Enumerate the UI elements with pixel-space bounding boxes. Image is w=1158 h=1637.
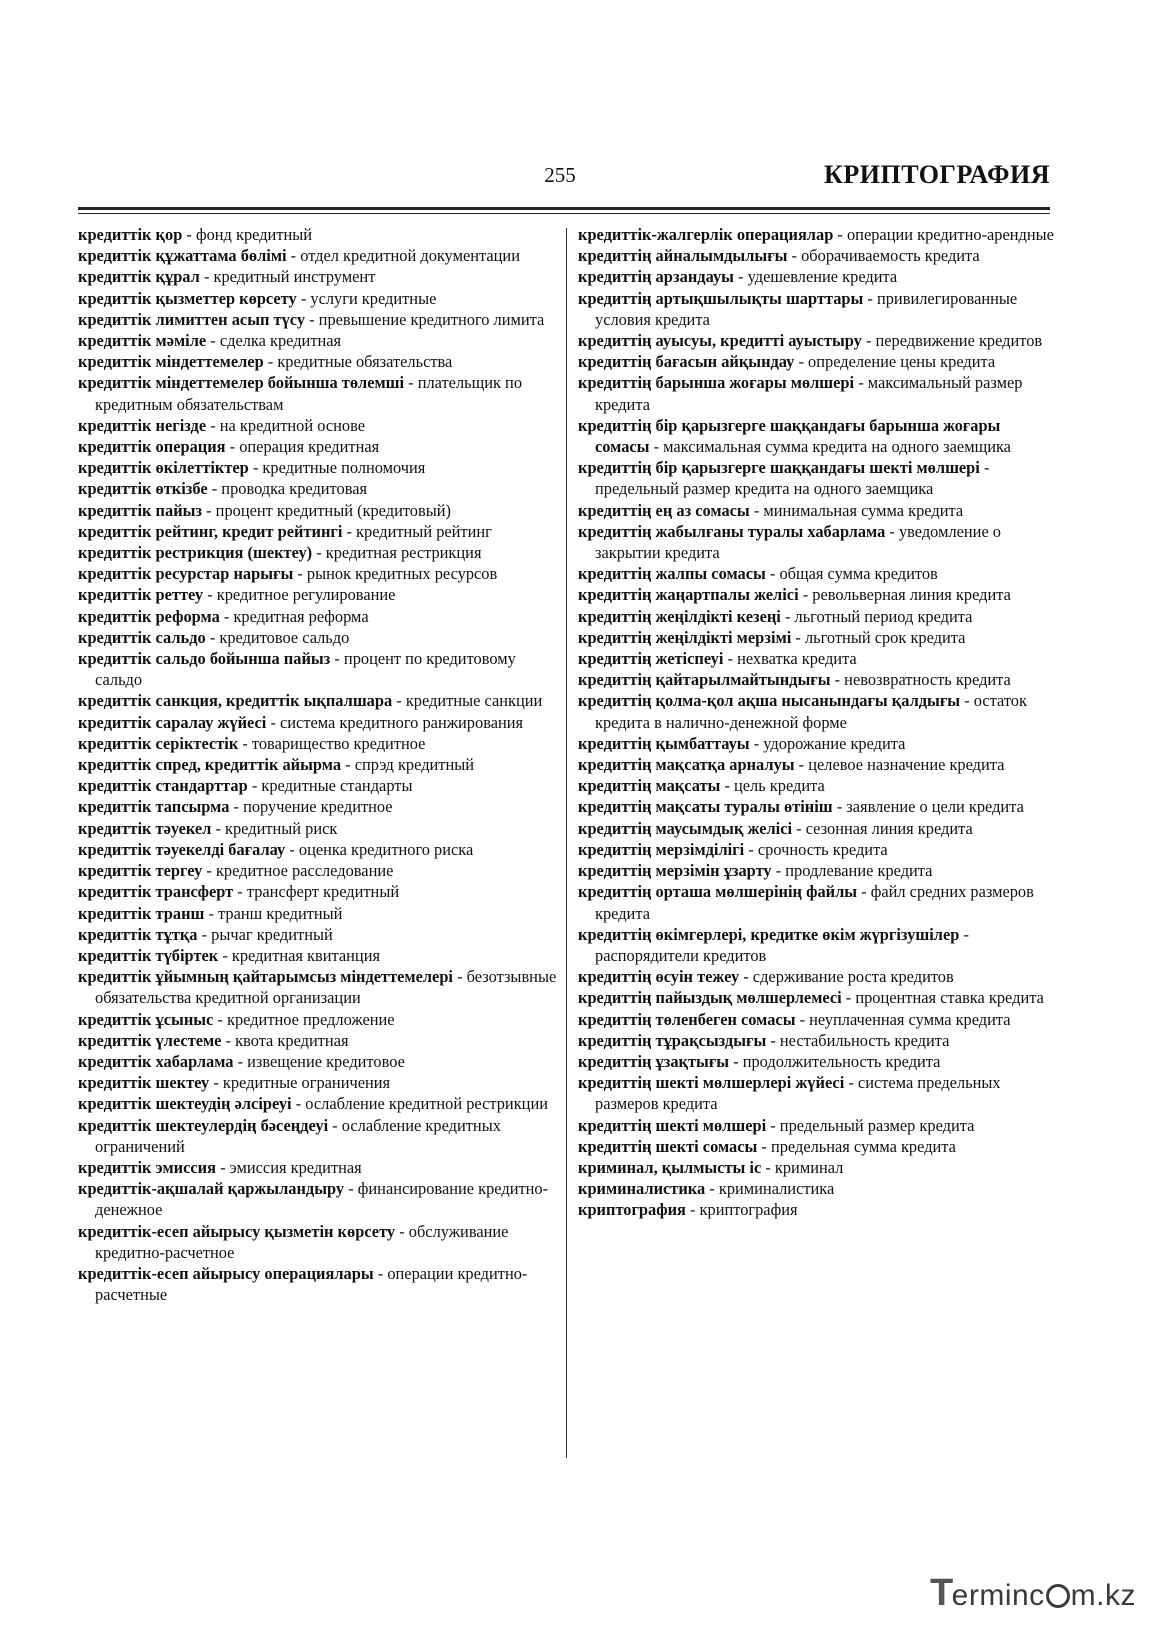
entry-definition: - кредитные стандарты <box>247 776 413 796</box>
entry-term: кредиттік тергеу <box>78 861 203 881</box>
entry-definition: - удешевление кредита <box>733 267 898 287</box>
entry-term: кредиттік стандарттар <box>78 776 248 796</box>
entry-term: кредиттің ұзақтығы <box>578 1051 730 1071</box>
entry-definition: - невозвратность кредита <box>830 670 1011 690</box>
entry-term: кредиттік реттеу <box>78 585 204 605</box>
entry-definition: - сдерживание роста кредитов <box>739 967 954 987</box>
dictionary-entry <box>78 584 558 605</box>
dictionary-entry <box>78 309 558 330</box>
entry-term: кредиттің орташа мөлшерінің файлы <box>578 882 858 902</box>
dictionary-entry <box>578 266 1056 287</box>
column-divider <box>566 228 567 1458</box>
entry-term: кредиттің маусымдық желісі <box>578 818 793 838</box>
entry-definition: - определение цены кредита <box>794 352 996 372</box>
entry-term: кредиттің жалпы сомасы <box>578 564 766 584</box>
entry-definition: - нехватка кредита <box>723 649 857 669</box>
dictionary-entry <box>578 351 1056 372</box>
dictionary-entry <box>78 818 558 839</box>
entry-term: кредиттің мақсаты <box>578 776 721 796</box>
globe-icon <box>1046 1584 1070 1608</box>
entry-term: кредиттік ресурстар нарығы <box>78 564 294 584</box>
entry-term: кредиттік шектеудің әлсіреуі <box>78 1094 292 1114</box>
header-rule-thin <box>78 213 1050 214</box>
entry-term: кредиттік қызметтер көрсету <box>78 288 297 308</box>
entry-definition: - квота кредитная <box>221 1030 349 1050</box>
entry-definition: - кредитные ограничения <box>209 1073 391 1093</box>
entry-term: кредиттік санкция, кредиттік ықпалшара <box>78 691 393 711</box>
entry-definition: - предельный размер кредита на одного заемщика <box>595 458 990 499</box>
entry-term: кредиттік ұсыныс <box>78 1009 214 1029</box>
entry-term: кредиттік тәуекел <box>78 818 212 838</box>
entry-definition: - безотзывные обязательства кредитной организации <box>95 967 557 1008</box>
entry-definition: - ослабление кредитных ограничений <box>95 1115 501 1156</box>
entry-term: кредиттік құжаттама бөлімі <box>78 246 287 266</box>
dictionary-entry <box>578 1115 1056 1136</box>
dictionary-entry <box>578 839 1056 860</box>
entry-definition: - трансферт кредитный <box>233 882 400 902</box>
entry-term: кредиттік қор <box>78 225 183 244</box>
dictionary-entry <box>78 690 558 711</box>
entry-definition: - кредитная квитанция <box>218 945 381 965</box>
entry-term: кредиттік мәміле <box>78 331 207 351</box>
dictionary-entry <box>578 648 1056 669</box>
entry-term: кредиттік негізде <box>78 415 207 435</box>
entry-definition: - криптография <box>685 1200 798 1220</box>
entry-definition: - оценка кредитного риска <box>285 839 474 859</box>
entry-term: кредиттің жабылғаны туралы хабарлама <box>578 521 886 541</box>
entry-definition: - извещение кредитовое <box>233 1051 405 1071</box>
dictionary-entry <box>78 1157 558 1178</box>
dictionary-entry <box>578 754 1056 775</box>
entry-definition: - превышение кредитного лимита <box>305 309 545 329</box>
entry-definition: - обслуживание кредитно-расчетное <box>95 1221 509 1262</box>
entry-definition: - эмиссия кредитная <box>215 1157 362 1177</box>
entry-term: кредиттің шекті мөлшерлері жүйесі <box>578 1073 845 1093</box>
entry-term: кредиттік спред, кредиттік айырма <box>78 755 342 775</box>
entry-term: кредиттік сальдо бойынша пайыз <box>78 649 331 669</box>
dictionary-entry <box>78 542 558 563</box>
entry-term: кредиттің жеңілдікті кезеңі <box>578 606 781 626</box>
entry-term: кредиттік трансферт <box>78 882 234 902</box>
entry-term: кредиттік сальдо <box>78 627 206 647</box>
dictionary-entry <box>78 1009 558 1030</box>
dictionary-entry <box>78 712 558 733</box>
entry-definition: - максимальная сумма кредита на одного заемщика <box>649 437 1011 457</box>
dictionary-entry <box>578 1009 1056 1030</box>
dictionary-entry <box>78 796 558 817</box>
dictionary-entry <box>78 839 558 860</box>
dictionary-entry <box>78 775 558 796</box>
entry-term: кредиттің тұрақсыздығы <box>578 1030 767 1050</box>
entry-definition: - целевое назначение кредита <box>794 755 1005 775</box>
entry-definition: - кредитное расследование <box>202 861 394 881</box>
dictionary-entry <box>578 457 1056 499</box>
entry-definition: - проводка кредитовая <box>207 479 368 499</box>
right-column <box>578 224 1056 1221</box>
entry-definition: - плательщик по кредитным обязательствам <box>95 373 523 414</box>
dictionary-entry <box>578 521 1056 563</box>
dictionary-entry <box>78 351 558 372</box>
entry-term: кредиттің шекті мөлшері <box>578 1115 767 1135</box>
entry-term: кредиттің мерзімділігі <box>578 839 745 859</box>
entry-definition: - нестабильность кредита <box>766 1030 950 1050</box>
dictionary-entry <box>78 457 558 478</box>
dictionary-entry <box>578 796 1056 817</box>
entry-definition: - продолжительность кредита <box>729 1051 941 1071</box>
dictionary-entry <box>78 648 558 690</box>
dictionary-entry <box>78 1263 558 1305</box>
dictionary-entry <box>578 987 1056 1008</box>
entry-definition: - поручение кредитное <box>229 797 393 817</box>
dictionary-entry <box>78 372 558 414</box>
entry-term: кредиттік құрал <box>78 267 200 287</box>
entry-term: кредиттің жаңартпалы желісі <box>578 585 799 605</box>
entry-term: кредиттің бір қарызгерге шаққандағы барынша жоғары сомасы <box>578 415 1001 457</box>
dictionary-entry <box>578 860 1056 881</box>
entry-term: кредиттің арзандауы <box>578 267 734 287</box>
dictionary-entry <box>78 924 558 945</box>
left-column <box>78 224 558 1305</box>
entry-definition: - удорожание кредита <box>749 733 906 753</box>
dictionary-entry <box>78 966 558 1008</box>
entry-term: кредиттің өсуін тежеу <box>578 967 740 987</box>
entry-term: кредиттік лимиттен асып түсу <box>78 309 306 329</box>
dictionary-entry <box>78 245 558 266</box>
entry-definition: - льготный период кредита <box>780 606 973 626</box>
entry-term: кредиттік ұйымның қайтарымсыз міндеттемелері <box>78 967 453 987</box>
entry-definition: - сделка кредитная <box>206 331 342 351</box>
dictionary-entry <box>78 903 558 924</box>
entry-term: кредиттің шекті сомасы <box>578 1136 758 1156</box>
dictionary-entry <box>578 245 1056 266</box>
entry-term: кредиттік шектеу <box>78 1073 210 1093</box>
entry-definition: - финансирование кредитно-денежное <box>95 1179 549 1220</box>
entry-definition: - распорядители кредитов <box>595 924 969 965</box>
entry-definition: - операции кредитно-расчетные <box>95 1263 528 1305</box>
entry-term: кредиттік рейтинг, кредит рейтингі <box>78 521 343 541</box>
entry-definition: - операции кредитно-арендные <box>833 225 1054 244</box>
entry-definition: - кредитное предложение <box>213 1009 395 1029</box>
dictionary-entry <box>78 563 558 584</box>
entry-term: криминалистика <box>578 1179 706 1199</box>
entry-term: кредиттің пайыздық мөлшерлемесі <box>578 988 842 1008</box>
dictionary-entry <box>78 224 558 245</box>
entry-term: кредиттік саралау жүйесі <box>78 712 267 732</box>
dictionary-entry <box>78 521 558 542</box>
entry-definition: - спрэд кредитный <box>341 755 475 775</box>
entry-definition: - предельный размер кредита <box>766 1115 975 1135</box>
entry-definition: - передвижение кредитов <box>861 331 1043 351</box>
dictionary-entry <box>578 669 1056 690</box>
entry-term: кредиттік міндеттемелер <box>78 352 264 372</box>
entry-term: кредиттік операция <box>78 437 226 457</box>
entry-definition: - максимальный размер кредита <box>595 373 1023 414</box>
dictionary-entry <box>578 1178 1056 1199</box>
entry-term: кредиттің қымбаттауы <box>578 733 750 753</box>
dictionary-entry <box>78 1030 558 1051</box>
entry-definition: - на кредитной основе <box>206 415 366 435</box>
entry-definition: - цель кредита <box>720 776 825 796</box>
dictionary-entry <box>578 1030 1056 1051</box>
dictionary-entry <box>578 372 1056 414</box>
dictionary-entry <box>578 1072 1056 1114</box>
entry-definition: - криминал <box>761 1157 844 1177</box>
dictionary-entry <box>78 266 558 287</box>
dictionary-entry <box>578 881 1056 923</box>
entry-definition: - срочность кредита <box>744 839 888 859</box>
entry-term: кредиттік реформа <box>78 606 220 626</box>
entry-definition: - ослабление кредитной рестрикции <box>291 1094 548 1114</box>
entry-definition: - система предельных размеров кредита <box>595 1073 1001 1114</box>
dictionary-entry <box>578 690 1056 732</box>
entry-term: кредиттің бағасын айқындау <box>578 352 795 372</box>
dictionary-entry <box>78 733 558 754</box>
dictionary-entry <box>78 330 558 351</box>
entry-term: кредиттің төленбеген сомасы <box>578 1009 796 1029</box>
entry-definition: - кредитный инструмент <box>199 267 376 287</box>
entry-definition: - файл средних размеров кредита <box>595 882 1034 923</box>
entry-term: кредиттің артықшылықты шарттары <box>578 288 864 308</box>
dictionary-entry <box>578 1051 1056 1072</box>
entry-term: кредиттік тәуекелді бағалау <box>78 839 286 859</box>
dictionary-entry <box>578 606 1056 627</box>
entry-definition: - отдел кредитной документации <box>286 246 520 266</box>
dictionary-entry <box>78 606 558 627</box>
entry-definition: - рычаг кредитный <box>197 924 333 944</box>
entry-term: кредиттік тұтқа <box>78 924 198 944</box>
dictionary-entry <box>78 860 558 881</box>
entry-definition: - система кредитного ранжирования <box>266 712 524 732</box>
dictionary-entry <box>578 1157 1056 1178</box>
dictionary-entry <box>78 500 558 521</box>
dictionary-entry <box>78 288 558 309</box>
entry-definition: - кредитный рейтинг <box>342 521 492 541</box>
entry-term: кредиттік міндеттемелер бойынша төлемші <box>78 373 405 393</box>
dictionary-entry <box>578 818 1056 839</box>
running-head: КРИПТОГРАФИЯ <box>824 160 1050 189</box>
dictionary-entry <box>78 627 558 648</box>
entry-definition: - кредитовое сальдо <box>205 627 350 647</box>
entry-definition: - товарищество кредитное <box>238 733 426 753</box>
dictionary-entry <box>78 1072 558 1093</box>
entry-term: криминал, қылмысты іс <box>578 1157 762 1177</box>
dictionary-entry <box>78 1221 558 1263</box>
entry-definition: - операция кредитная <box>225 437 380 457</box>
entry-definition: - заявление о цели кредита <box>832 797 1024 817</box>
entry-term: кредиттік түбіртек <box>78 945 219 965</box>
entry-term: кредиттік-есеп айырысу қызметін көрсету <box>78 1221 396 1241</box>
dictionary-entry <box>78 415 558 436</box>
entry-term: кредиттік транш <box>78 903 205 923</box>
entry-definition: - уведомление о закрытии кредита <box>595 521 1002 563</box>
entry-term: кредиттік хабарлама <box>78 1051 234 1071</box>
entry-term: кредиттік үлестеме <box>78 1030 222 1050</box>
entry-term: кредиттің мақсатқа арналуы <box>578 755 795 775</box>
dictionary-entry <box>78 1115 558 1157</box>
page-number: 255 <box>544 163 576 187</box>
dictionary-entry <box>78 436 558 457</box>
entry-definition: - кредитная реформа <box>219 606 369 626</box>
termincom-watermark-logo: T erminc m.kz <box>929 1572 1136 1614</box>
dictionary-entry <box>578 330 1056 351</box>
entry-definition: - услуги кредитные <box>296 288 437 308</box>
entry-term: кредиттің ауысуы, кредитті ауыстыру <box>578 331 862 351</box>
entry-term: кредиттік өткізбе <box>78 479 208 499</box>
entry-term: кредиттік-ақшалай қаржыландыру <box>78 1179 345 1199</box>
entry-term: кредиттік рестрикция (шектеу) <box>78 543 313 563</box>
entry-term: криптография <box>578 1200 686 1220</box>
entry-definition: - продлевание кредита <box>771 861 933 881</box>
entry-definition: - остаток кредита в налично-денежной форме <box>595 691 1027 732</box>
entry-term: кредиттік шектеулердің бәсеңдеуі <box>78 1115 329 1135</box>
dictionary-entry <box>78 1051 558 1072</box>
entry-definition: - транш кредитный <box>204 903 343 923</box>
entry-term: кредиттің айналымдылығы <box>578 246 788 266</box>
header-rule-thick <box>78 207 1050 210</box>
dictionary-entry <box>78 478 558 499</box>
entry-term: кредиттік тапсырма <box>78 797 230 817</box>
dictionary-entry <box>78 945 558 966</box>
entry-definition: - процент по кредитовому сальдо <box>95 649 516 690</box>
entry-definition: - предельная сумма кредита <box>757 1136 956 1156</box>
dictionary-entry <box>78 881 558 902</box>
entry-definition: - фонд кредитный <box>182 225 313 244</box>
entry-definition: - оборачиваемость кредита <box>787 246 980 266</box>
entry-definition: - процентная ставка кредита <box>841 988 1044 1008</box>
entry-definition: - льготный срок кредита <box>791 627 966 647</box>
dictionary-entry <box>578 500 1056 521</box>
dictionary-entry <box>578 288 1056 330</box>
entry-definition: - револьверная линия кредита <box>798 585 1011 605</box>
dictionary-entry <box>578 224 1056 245</box>
entry-definition: - кредитная рестрикция <box>312 543 482 563</box>
entry-definition: - кредитные полномочия <box>248 458 426 478</box>
entry-term: кредиттік серіктестік <box>78 733 239 753</box>
entry-term: кредиттің өкімгерлері, кредитке өкім жүргізушілер <box>578 924 960 944</box>
entry-term: кредиттің қолма-қол ақша нысанындағы қалдығы <box>578 691 961 711</box>
entry-definition: - кредитный риск <box>211 818 338 838</box>
dictionary-entry <box>578 415 1056 457</box>
entry-term: кредиттік өкілеттіктер <box>78 458 249 478</box>
dictionary-entry <box>578 733 1056 754</box>
entry-term: кредиттік-жалгерлік операциялар <box>578 225 834 244</box>
dictionary-entry <box>578 924 1056 966</box>
entry-definition: - общая сумма кредитов <box>765 564 938 584</box>
entry-definition: - рынок кредитных ресурсов <box>293 564 498 584</box>
entry-definition: - процент кредитный (кредитовый) <box>202 500 451 520</box>
dictionary-entry <box>578 1136 1056 1157</box>
entry-definition: - привилегированные условия кредита <box>595 288 1018 329</box>
dictionary-entry <box>78 1093 558 1114</box>
entry-definition: - неуплаченная сумма кредита <box>795 1009 1011 1029</box>
dictionary-entry <box>578 563 1056 584</box>
dictionary-entry <box>578 627 1056 648</box>
entry-term: кредиттің бір қарызгерге шаққандағы шекті мөлшері <box>578 458 980 478</box>
dictionary-entry <box>78 1178 558 1220</box>
entry-term: кредиттің барынша жоғары мөлшері <box>578 373 855 393</box>
dictionary-entry <box>578 1199 1056 1220</box>
entry-definition: - кредитное регулирование <box>203 585 396 605</box>
entry-definition: - кредитные обязательства <box>263 352 453 372</box>
entry-definition: - сезонная линия кредита <box>792 818 973 838</box>
entry-term: кредиттік эмиссия <box>78 1157 216 1177</box>
entry-term: кредиттің жетіспеуі <box>578 649 724 669</box>
entry-term: кредиттің ең аз сомасы <box>578 500 750 520</box>
entry-term: кредиттің мерзімін ұзарту <box>578 861 772 881</box>
dictionary-entry <box>578 584 1056 605</box>
entry-term: кредиттік пайыз <box>78 500 203 520</box>
entry-term: кредиттің жеңілдікті мерзімі <box>578 627 792 647</box>
entry-term: кредиттің мақсаты туралы өтініш <box>578 797 833 817</box>
entry-definition: - кредитные санкции <box>392 691 543 711</box>
dictionary-entry <box>578 966 1056 987</box>
dictionary-entry <box>78 754 558 775</box>
entry-term: кредиттік-есеп айырысу операциялары <box>78 1263 374 1283</box>
entry-definition: - минимальная сумма кредита <box>749 500 964 520</box>
dictionary-entry <box>578 775 1056 796</box>
entry-term: кредиттің қайтарылмайтындығы <box>578 670 831 690</box>
entry-definition: - криминалистика <box>705 1179 835 1199</box>
